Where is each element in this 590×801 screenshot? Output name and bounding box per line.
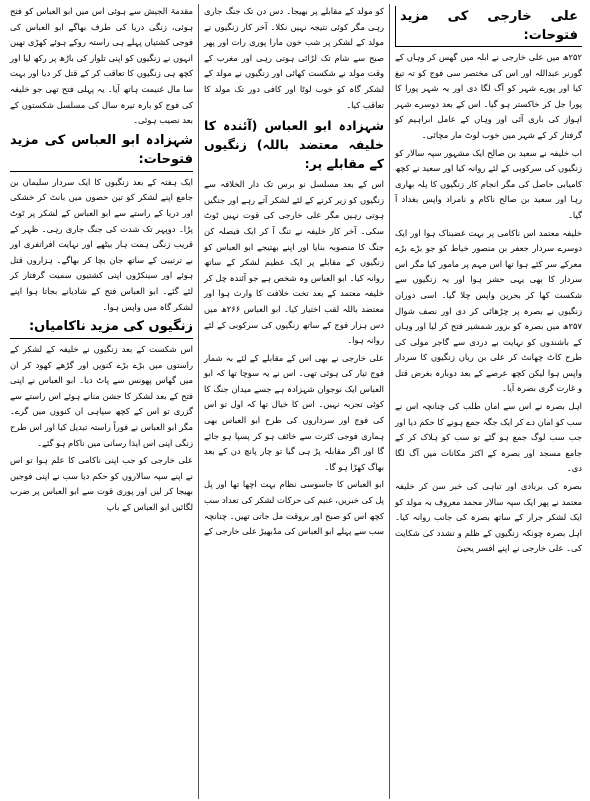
heading-prince-abul-abbas: شہزادہ ابو العباس (آئندہ کا خلیفہ معتضد باللہ) زنگیوں کے مقابلے پر: — [204, 118, 384, 172]
paragraph: ۲۵۲ھ میں علی خارجی نے ابلہ میں گھس کر وہاں کے گورنر عبداللہ اور اس کی مختصر سی فوج کو تہ تیغ کیا اور پورے شہر کو آگ لگا دی اور یہ شہر پورا کا پورا جل کر خاکستر ہو گیا۔ اس کے بعد دوسرے شہر اہواز کی باری آئی اور وہاں کے عامل ابراہیم کو گرفتار کر کے شہر میں خوب لوٹ مار مچائی۔ — [395, 52, 582, 140]
paragraph: ابو العباس کا جاسوسی نظام بہت اچھا تھا اور پل پل کی خبریں، غنیم کی حرکات لشکر کی تعداد سب کچھ اس کو صبح اور بروقت مل جاتی تھیں۔ چنانچہ سب سے پہلے ابو العباس کی مڈبھیڑ علی خارجی کے — [203, 479, 384, 537]
paragraph: اس کے بعد مسلسل نو برس تک دار الخلافہ سے زنگیوں کو زیر کرنے کے لئے لشکر آتے رہے اور جنگیں ہوتی رہیں مگر علی خارجی کی قوت نہیں ٹوٹ سکی۔ آخر کار خلیفہ نے تنگ آ کر ایک فیصلہ کن جنگ کا منصوبہ بنایا اور اپنے بھتیجے ابو العباس کو زنگیوں کے مقابلے پر ایک عظیم لشکر کے ساتھ روانہ کیا۔ ابو العباس وہ شخص ہے جو آئندہ چل کر خلیفہ معتمد کے بعد تخت خلافت کا وارث ہوا اور معتضد باللہ لقب اختیار کیا۔ ابو العباس ۲۶۶ھ میں دس ہزار فوج کے ساتھ زنگیوں کی سرکوبی کے لئے روانہ ہوا۔ — [204, 179, 384, 346]
heading-zanj-failures: زنگیوں کی مزید ناکامیاں: — [10, 317, 193, 339]
paragraph: بصرہ کی بربادی اور تباہی کی خبر سن کر خلیفہ معتمد نے پھر ایک سپہ سالار محمد معروف بہ مولد کو ایک لشکر جرار کے ساتھ بصرہ کی جانب روانہ کیا۔ اہل بصرہ چونکہ زنگیوں کے ظلم و تشدد کی شکایت کی۔ علی خارجی نے اپنے افسر یحییٰ — [395, 481, 582, 554]
heading-abul-abbas-conquests: شہزادہ ابو العباس کی مزید فتوحات: — [10, 131, 193, 172]
paragraph: اہل بصرہ نے اس سے امان طلب کی چنانچہ اس نے سب کو امان دے کر ایک جگہ جمع ہونے کا حکم دیا اور جب سب لوگ جمع ہو گئے تو سب کو ہلاک کر کے جامع مسجد اور بصرہ کے اکثر مکانات میں آگ لگا دی۔ — [394, 401, 582, 474]
paragraph: ایک ہفتہ کے بعد زنگیوں کا ایک سردار سلیمان بن جامع اپنے لشکر کو تین حصوں میں بانٹ کر خشکی اور دریا کے راستے سے ابو العباس کے لشکر پر ٹوٹ پڑا۔ دوپہر تک شدت کی جنگ جاری رہی۔ ظہر کے قریب زنگی ہمت ہار بیٹھے اور نہایت افراتفری اور بے ترتیبی کے ساتھ جان بچا کر بھاگے۔ ہزاروں قتل ہوئے اور سینکڑوں اپنی کشتیوں سمیت گرفتار کر لئے گئے۔ ابو العباس فتح کے شادیانے بجاتا ہوا اپنے لشکر گاہ میں واپس ہوا۔ — [10, 176, 193, 312]
column-left — [5, 4, 198, 799]
paragraph: اس شکست کے بعد زنگیوں نے خلیفہ کے لشکر کے راستوں میں بڑے بڑے کنویں اور گڑھے کھود کر ان میں گھاس پھونس سے پاٹ دیا۔ ابو العباس نے اپنی فتح کے بعد لشکر کا جشن منانے ہوئے اس راستے سے گزری تو اس کے کچھ سپاہی ان کنووں میں گرے۔ مگر ابو العباس نے فوراً راستہ تبدیل کیا اور اس طرح زنگی اپنی اس ایذا رسانی میں ناکام ہو گئے۔ — [10, 344, 193, 448]
paragraph: علی خارجی کو جب اپنی ناکامی کا علم ہوا تو اس نے اپنے سپہ سالاروں کو حکم دیا سب نے اپنی فوجیں بھیجا کر لیں اور پوری قوت سے ابو العباس پر ضرب لگائیں ابو العباس کے باپ — [10, 455, 193, 513]
paragraph: علی خارجی نے بھی اس کے مقابلے کے لئے بہ شمار فوج تیار کی ہوئی تھی۔ اس نے یہ سوچا تھا کہ ابو العباس ایک نوجوان شہزادہ ہے جسے میدان جنگ کا کوئی تجربہ نہیں۔ اس کا خیال تھا کہ اول تو اس کی فوج اور سرداروں کی طرح ابو العباس بھی ہماری فوجی کثرت سے خائف ہو کر پسپا ہو جائے گا اور اگر مقابلہ پڑ ہی گیا تو چار پانچ دن کے بعد بھاگ کھڑا ہو گا۔ — [204, 352, 384, 472]
paragraph: مقدمۃ الجیش سے ہوئی اس میں ابو العباس کو فتح ہوئی، زنگی دریا کی طرف بھاگے ابو العباس کی فوجی کشتیاں پہلے ہی راستہ روکے ہوئے کھڑی تھیں انہوں نے زنگیوں کو اپنی تلوار کی باڑھ پر رکھ لیا اور کچھ ہی زنگیوں کا تعاقب کر کے قتل کر دیا اور بہت سا مال غنیمت ہاتھ آیا۔ یہ پہلی فتح تھی جو خلیفہ کی فوج کو بارہ تیرہ سال کی مسلسل شکستوں کے بعد نصیب ہوئی۔ — [10, 6, 193, 126]
paragraph: کو مولد کے مقابلے پر بھیجا۔ دس دن تک جنگ جاری رہی مگر کوئی نتیجہ نہیں نکلا۔ آخر کار زنگیوں نے مولد کے لشکر پر شب خون مارا پوری رات اور پھر صبح سے شام تک لڑائی ہوتی رہی اور مغرب کے وقت مولد نے شکست کھائی اور زنگیوں نے مولد کے لشکر گاہ کو خوب لوٹا اور کافی دور تک مولد کا تعاقب کیا۔ — [204, 6, 384, 110]
heading-ali-kharji-conquests: علی خارجی کی مزید فتوحات: — [395, 6, 582, 47]
column-right — [389, 4, 587, 799]
paragraph: خلیفہ معتمد اس ناکامی پر بہت غضبناک ہوا اور ایک دوسرے سردار جعفر بن منصور خیاط کو جو بڑے بڑے معرکے سر کئے ہوا تھا اس مہم پر مامور کیا مگر اس سردار کا بھی یہی حشر ہوا اور یہ زنگیوں سے شکست کھا کر بحرین واپس چلا گیا۔ اسی دوران زنگیوں نے بصرہ پر چڑھائی کر دی اور نصف شوال ۲۵۷ھ میں بصرہ کو بزور شمشیر فتح کر لیا اور وہاں کے باشندوں کو نہایت بے دردی سے گاجر مولی کی طرح کاٹ چھانٹ کر علی بن ریان زنگیوں کا سردار واپس ہوا لیکن کچھ عرصے کے بعد دوبارہ بغرض قتل و غارت گری بصرہ آیا۔ — [395, 227, 582, 394]
paragraph: اب خلیفہ نے سعید بن صالح ایک مشہور سپہ سالار کو زنگیوں کی سرکوبی کے لئے روانہ کیا اور سعید نے کچھ کامیابی حاصل کی مگر انجام کار زنگیوں کا پلہ بھاری رہا اور سعید بن صالح ناکام و نامراد واپس بغداد آ گیا۔ — [395, 147, 582, 220]
column-middle — [198, 4, 389, 799]
